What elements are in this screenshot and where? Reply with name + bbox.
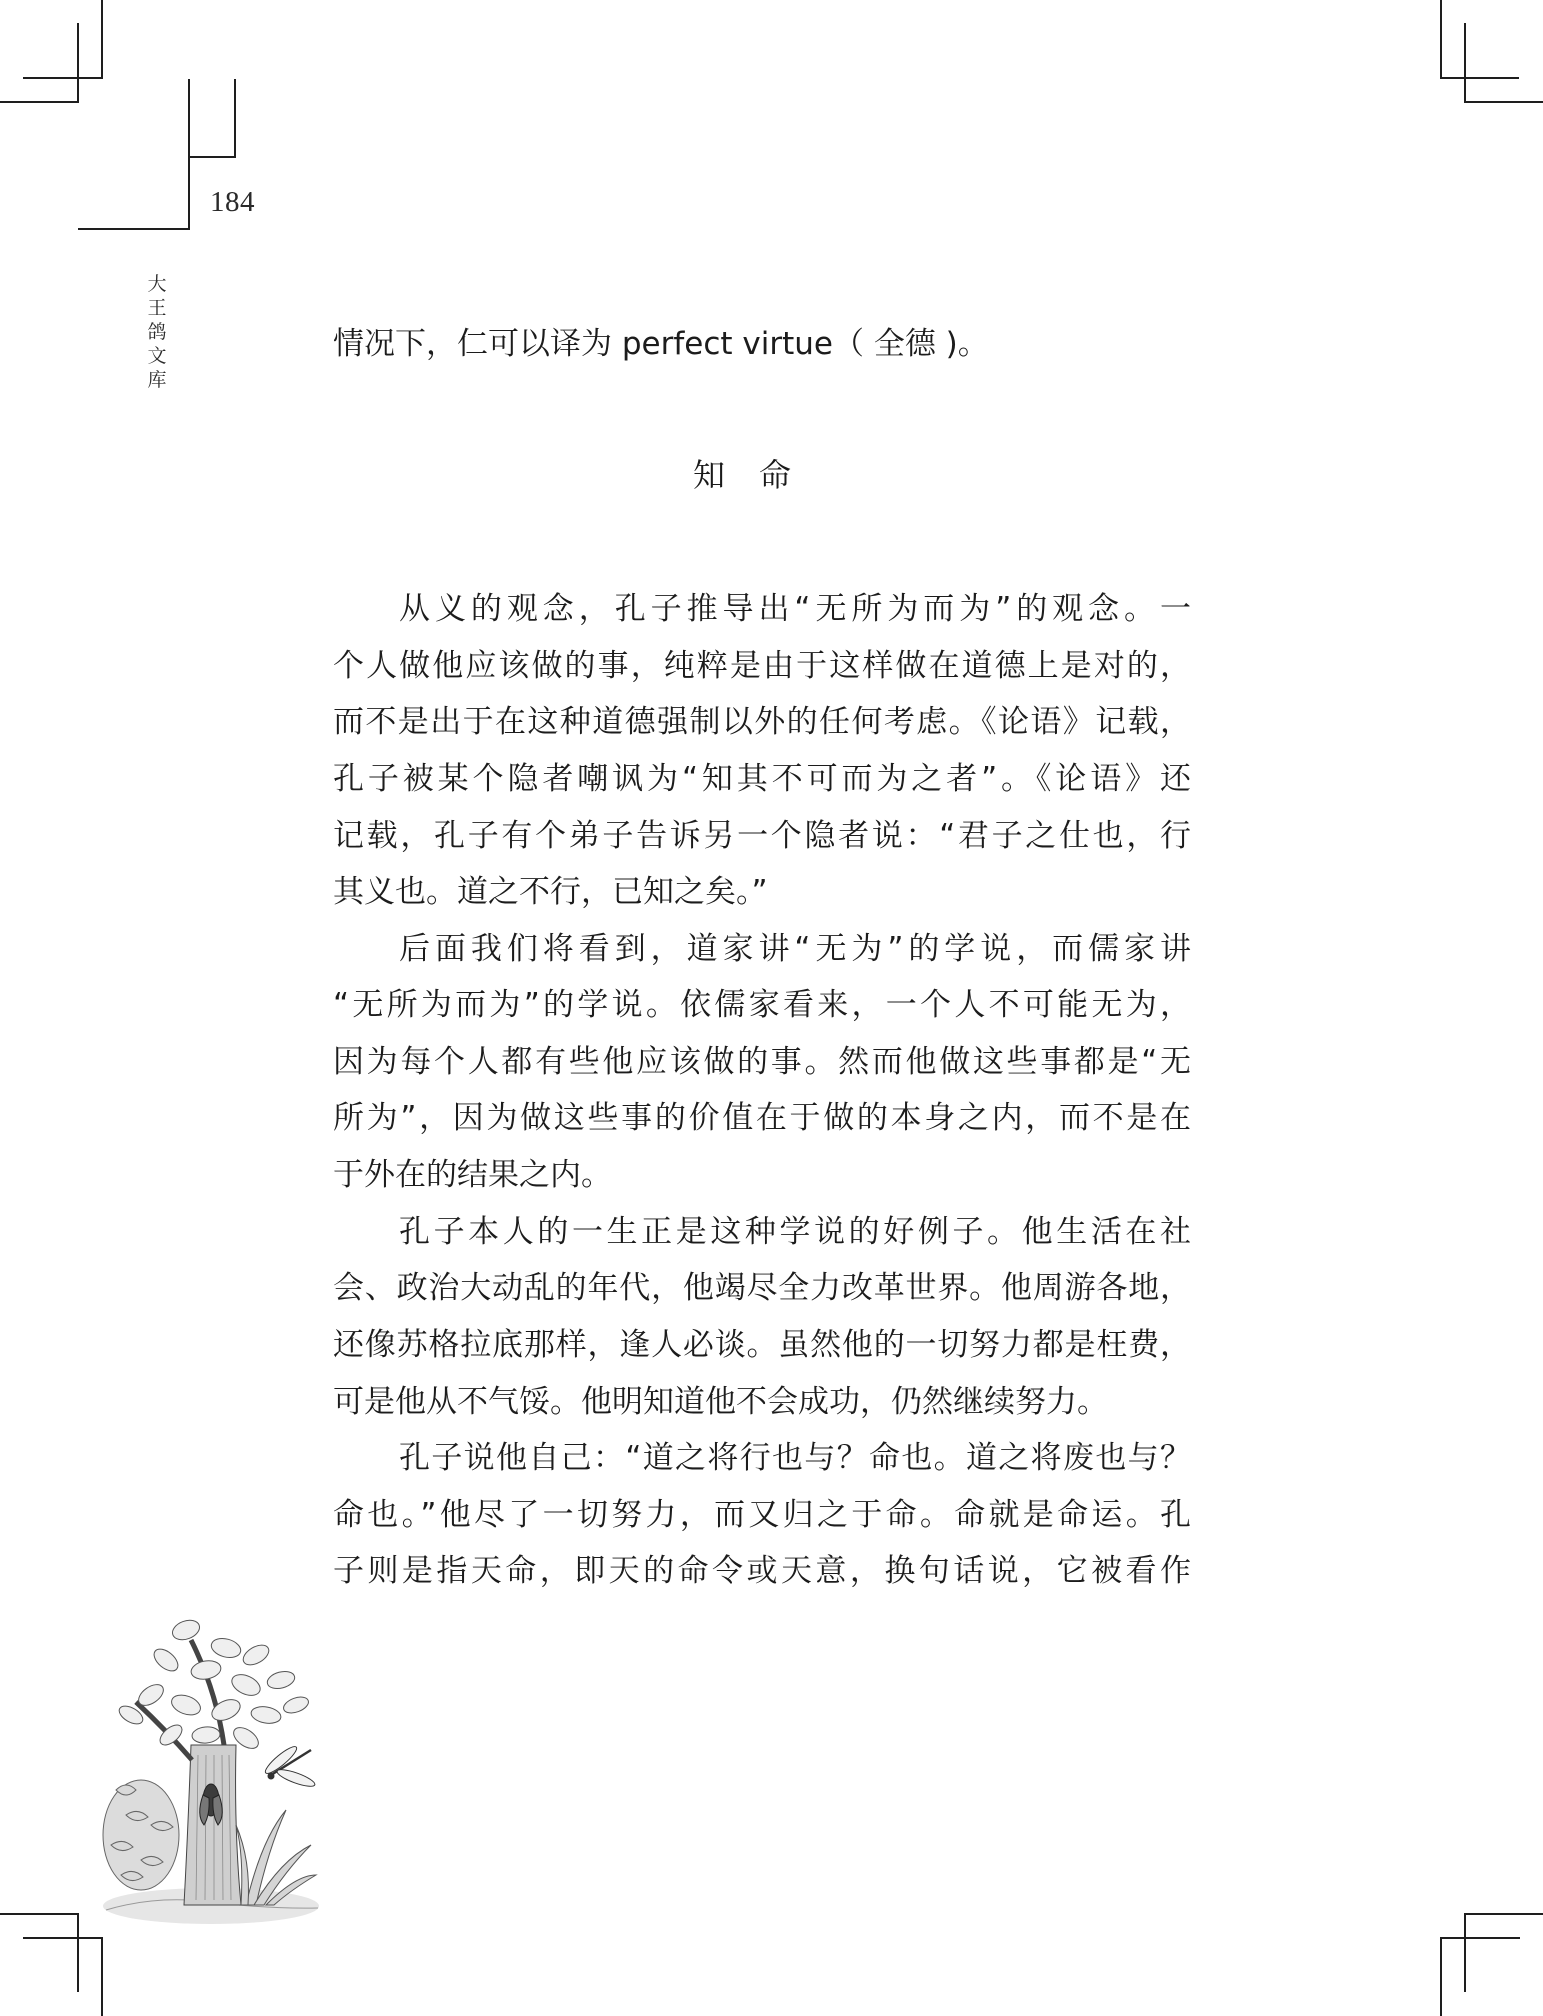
text-line: “无所为而为”的学说。依儒家看来，一个人不可能无为， (333, 987, 1191, 1023)
text-line: 会、政治大动乱的年代，他竭尽全力改革世界。他周游各地， (333, 1270, 1191, 1306)
crop-mark-bottom-left-h1 (0, 1913, 79, 1915)
text-line: 其义也。道之不行，已知之矣。” (333, 874, 768, 910)
text-line: 子则是指天命，即天的命令或天意，换句话说，它被看作 (333, 1553, 1191, 1589)
crop-mark-bottom-right-h2 (1440, 1937, 1520, 1939)
crop-mark-top-right-h2 (1464, 101, 1543, 103)
grass-icon (236, 1810, 316, 1905)
header-bracket-h-bottom (78, 228, 190, 230)
crop-mark-top-left-h1 (23, 77, 103, 79)
series-side-label (146, 272, 168, 392)
bush-icon (103, 1780, 179, 1890)
text-line: 后面我们将看到，道家讲“无为”的学说，而儒家讲 (399, 931, 1191, 967)
side-label-char: 大 (147, 273, 167, 295)
crop-mark-bottom-right-v2 (1440, 1937, 1442, 2016)
text-line: 命也。”他尽了一切努力，而又归之于命。命就是命运。孔 (333, 1497, 1191, 1533)
side-label-char: 文 (147, 345, 167, 367)
crop-mark-bottom-right-v1 (1464, 1913, 1466, 1992)
section-heading: 知命 (692, 456, 825, 494)
tree-illustration (96, 1610, 326, 1930)
carryover-line: 情况下，仁可以译为 perfect virtue（ 全德 )。 (333, 326, 989, 362)
text-line: 而不是出于在这种道德强制以外的任何考虑。《论语》记载， (333, 704, 1191, 740)
crop-mark-top-right-v2 (1464, 23, 1466, 103)
page-number: 184 (210, 186, 255, 218)
crop-mark-top-right-h1 (1440, 77, 1519, 79)
crop-mark-top-left-h2 (0, 101, 79, 103)
crop-mark-top-right-v1 (1440, 0, 1442, 79)
text-line: 可是他从不气馁。他明知道他不会成功，仍然继续努力。 (333, 1384, 1108, 1420)
dragonfly-icon (262, 1743, 316, 1789)
text-line: 个人做他应该做的事，纯粹是由于这样做在道德上是对的， (333, 648, 1191, 684)
text-line: 还像苏格拉底那样，逢人必谈。虽然他的一切努力都是枉费， (333, 1327, 1191, 1363)
text-line: 因为每个人都有些他应该做的事。然而他做这些事都是“无 (333, 1044, 1191, 1080)
text-line: 从义的观念，孔子推导出“无所为而为”的观念。一 (399, 591, 1191, 627)
crop-mark-bottom-left-v1 (77, 1913, 79, 1992)
text-line: 于外在的结果之内。 (333, 1157, 612, 1193)
crop-mark-bottom-left-v2 (101, 1937, 103, 2016)
crop-mark-bottom-right-h1 (1464, 1913, 1543, 1915)
crop-mark-bottom-left-h2 (23, 1937, 103, 1939)
header-bracket-v-long (188, 79, 190, 230)
header-bracket-v-short (234, 79, 236, 158)
text-line: 所为”，因为做这些事的价值在于做的本身之内，而不是在 (333, 1100, 1191, 1136)
side-label-char: 库 (147, 369, 167, 391)
text-line: 孔子本人的一生正是这种学说的好例子。他生活在社 (399, 1214, 1191, 1250)
text-line: 记载，孔子有个弟子告诉另一个隐者说：“君子之仕也，行 (333, 818, 1191, 854)
crop-mark-top-left-v2 (77, 23, 79, 103)
text-line: 孔子被某个隐者嘲讽为“知其不可而为之者”。《论语》还 (333, 761, 1191, 797)
leaves-icon (116, 1617, 310, 1753)
side-label-char: 王 (147, 297, 167, 319)
header-bracket-h-mid (188, 156, 236, 158)
side-label-char: 鸽 (147, 321, 167, 343)
text-line: 孔子说他自己：“道之将行也与？命也。道之将废也与？ (399, 1440, 1191, 1476)
crop-mark-top-left-v1 (101, 0, 103, 79)
